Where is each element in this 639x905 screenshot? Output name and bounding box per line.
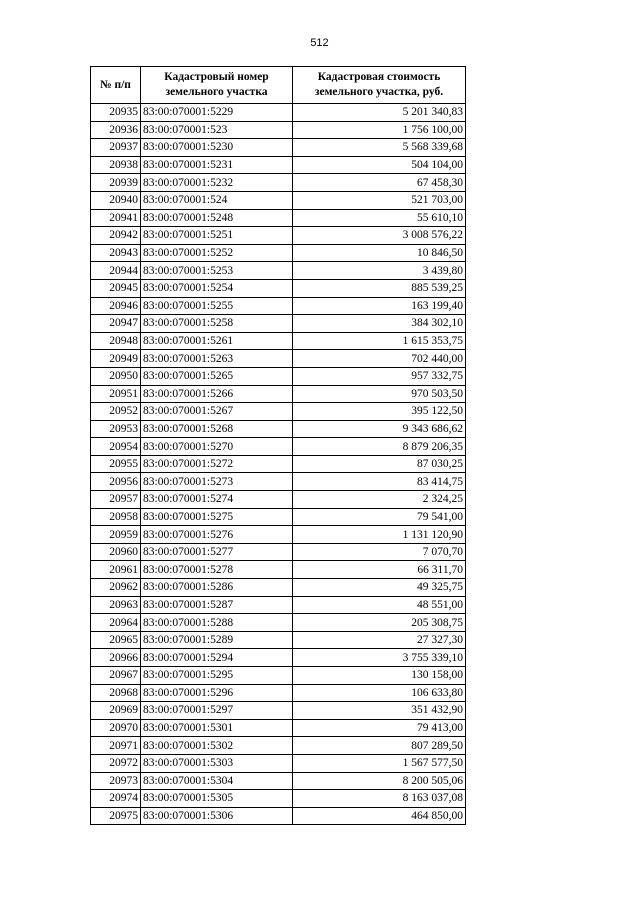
- row-number-cell: 20954: [91, 438, 141, 456]
- cadastral-value-cell: 1 615 353,75: [293, 332, 466, 350]
- cadastral-number-cell: 83:00:070001:5266: [141, 385, 293, 403]
- cadastral-number-cell: 83:00:070001:5303: [141, 754, 293, 772]
- cadastral-number-cell: 83:00:070001:5278: [141, 561, 293, 579]
- cadastral-number-cell: 83:00:070001:5306: [141, 807, 293, 825]
- table-row: [91, 279, 466, 297]
- row-number-cell: 20942: [91, 227, 141, 245]
- cadastral-value-cell: 351 432,90: [293, 702, 466, 720]
- cadastral-number-cell: 83:00:070001:5287: [141, 596, 293, 614]
- cadastral-value-cell: 807 289,50: [293, 737, 466, 755]
- row-number-cell: 20972: [91, 754, 141, 772]
- cadastral-number-cell: 83:00:070001:5294: [141, 649, 293, 667]
- table-row: [91, 350, 466, 368]
- row-number-cell: 20974: [91, 790, 141, 808]
- cadastral-value-cell: 3 008 576,22: [293, 227, 466, 245]
- table-row: [91, 262, 466, 280]
- table-header-row: [91, 67, 466, 104]
- row-number-cell: 20940: [91, 191, 141, 209]
- row-number-cell: 20955: [91, 455, 141, 473]
- table-row: [91, 420, 466, 438]
- cadastral-value-cell: 504 104,00: [293, 156, 466, 174]
- cadastral-value-cell: 9 343 686,62: [293, 420, 466, 438]
- row-number-cell: 20967: [91, 667, 141, 685]
- cadastral-value-cell: 8 200 505,06: [293, 772, 466, 790]
- table-row: [91, 667, 466, 685]
- cadastral-value-cell: 87 030,25: [293, 455, 466, 473]
- table-body: [91, 104, 466, 825]
- cadastral-number-cell: 83:00:070001:5301: [141, 719, 293, 737]
- table-row: [91, 596, 466, 614]
- row-number-cell: 20936: [91, 121, 141, 139]
- row-number-cell: 20970: [91, 719, 141, 737]
- cadastral-value-cell: 83 414,75: [293, 473, 466, 491]
- cadastral-value-cell: 1 756 100,00: [293, 121, 466, 139]
- table-row: [91, 579, 466, 597]
- table-row: [91, 174, 466, 192]
- row-number-cell: 20957: [91, 491, 141, 509]
- row-number-cell: 20961: [91, 561, 141, 579]
- row-number-cell: 20941: [91, 209, 141, 227]
- cadastral-value-cell: 66 311,70: [293, 561, 466, 579]
- cadastral-value-cell: 49 325,75: [293, 579, 466, 597]
- cadastral-value-cell: 163 199,40: [293, 297, 466, 315]
- row-number-cell: 20946: [91, 297, 141, 315]
- row-number-cell: 20963: [91, 596, 141, 614]
- row-number-cell: 20964: [91, 614, 141, 632]
- cadastral-number-cell: 83:00:070001:5289: [141, 631, 293, 649]
- row-number-cell: 20956: [91, 473, 141, 491]
- cadastral-number-cell: 83:00:070001:5253: [141, 262, 293, 280]
- cadastral-number-cell: 83:00:070001:5229: [141, 104, 293, 122]
- header-cadastral-number: Кадастровый номер земельного участка: [141, 67, 293, 104]
- cadastral-number-cell: 83:00:070001:5276: [141, 526, 293, 544]
- cadastral-number-cell: 83:00:070001:5277: [141, 543, 293, 561]
- row-number-cell: 20943: [91, 244, 141, 262]
- cadastral-number-cell: 83:00:070001:5286: [141, 579, 293, 597]
- table-row: [91, 526, 466, 544]
- cadastral-number-cell: 83:00:070001:5248: [141, 209, 293, 227]
- cadastral-value-cell: 1 567 577,50: [293, 754, 466, 772]
- table-row: [91, 561, 466, 579]
- table-row: [91, 491, 466, 509]
- table-row: [91, 191, 466, 209]
- row-number-cell: 20971: [91, 737, 141, 755]
- cadastral-value-cell: 957 332,75: [293, 367, 466, 385]
- cadastral-number-cell: 83:00:070001:5273: [141, 473, 293, 491]
- cadastral-number-cell: 83:00:070001:5258: [141, 315, 293, 333]
- cadastral-number-cell: 83:00:070001:5295: [141, 667, 293, 685]
- table-row: [91, 139, 466, 157]
- cadastral-number-cell: 83:00:070001:5288: [141, 614, 293, 632]
- row-number-cell: 20962: [91, 579, 141, 597]
- cadastral-number-cell: 83:00:070001:5267: [141, 403, 293, 421]
- cadastral-value-cell: 384 302,10: [293, 315, 466, 333]
- cadastral-number-cell: 83:00:070001:5297: [141, 702, 293, 720]
- cadastral-number-cell: 83:00:070001:5296: [141, 684, 293, 702]
- header-cadastral-value: Кадастровая стоимость земельного участка, руб.: [293, 67, 466, 104]
- cadastral-value-cell: 130 158,00: [293, 667, 466, 685]
- cadastral-value-cell: 79 413,00: [293, 719, 466, 737]
- row-number-cell: 20951: [91, 385, 141, 403]
- header-num: № п/п: [91, 67, 141, 104]
- cadastral-number-cell: 83:00:070001:5230: [141, 139, 293, 157]
- cadastral-number-cell: 83:00:070001:5265: [141, 367, 293, 385]
- cadastral-number-cell: 83:00:070001:5302: [141, 737, 293, 755]
- row-number-cell: 20952: [91, 403, 141, 421]
- cadastral-value-cell: 79 541,00: [293, 508, 466, 526]
- cadastral-value-cell: 885 539,25: [293, 279, 466, 297]
- table-row: [91, 156, 466, 174]
- table-row: [91, 121, 466, 139]
- table-row: [91, 332, 466, 350]
- table-row: [91, 455, 466, 473]
- table-row: [91, 543, 466, 561]
- row-number-cell: 20938: [91, 156, 141, 174]
- cadastral-value-cell: 205 308,75: [293, 614, 466, 632]
- cadastral-value-cell: 464 850,00: [293, 807, 466, 825]
- cadastral-value-cell: 5 568 339,68: [293, 139, 466, 157]
- cadastral-value-cell: 5 201 340,83: [293, 104, 466, 122]
- table-row: [91, 737, 466, 755]
- cadastral-number-cell: 83:00:070001:5272: [141, 455, 293, 473]
- cadastral-value-cell: 395 122,50: [293, 403, 466, 421]
- cadastral-value-cell: 3 439,80: [293, 262, 466, 280]
- table-row: [91, 772, 466, 790]
- table-row: [91, 508, 466, 526]
- row-number-cell: 20939: [91, 174, 141, 192]
- cadastral-value-cell: 67 458,30: [293, 174, 466, 192]
- table-row: [91, 227, 466, 245]
- row-number-cell: 20958: [91, 508, 141, 526]
- row-number-cell: 20950: [91, 367, 141, 385]
- cadastral-number-cell: 83:00:070001:5254: [141, 279, 293, 297]
- cadastral-number-cell: 83:00:070001:5231: [141, 156, 293, 174]
- table-row: [91, 403, 466, 421]
- table-row: [91, 754, 466, 772]
- cadastral-value-cell: 3 755 339,10: [293, 649, 466, 667]
- row-number-cell: 20935: [91, 104, 141, 122]
- cadastral-number-cell: 83:00:070001:5251: [141, 227, 293, 245]
- table-row: [91, 473, 466, 491]
- table-row: [91, 209, 466, 227]
- cadastral-value-cell: 106 633,80: [293, 684, 466, 702]
- cadastral-value-cell: 8 163 037,08: [293, 790, 466, 808]
- cadastral-number-cell: 83:00:070001:5268: [141, 420, 293, 438]
- cadastral-value-cell: 1 131 120,90: [293, 526, 466, 544]
- cadastral-value-table: [90, 66, 466, 825]
- table-row: [91, 297, 466, 315]
- row-number-cell: 20948: [91, 332, 141, 350]
- cadastral-number-cell: 83:00:070001:5304: [141, 772, 293, 790]
- cadastral-number-cell: 83:00:070001:5252: [141, 244, 293, 262]
- cadastral-value-cell: 521 703,00: [293, 191, 466, 209]
- cadastral-value-cell: 2 324,25: [293, 491, 466, 509]
- cadastral-value-cell: 27 327,30: [293, 631, 466, 649]
- row-number-cell: 20969: [91, 702, 141, 720]
- row-number-cell: 20959: [91, 526, 141, 544]
- row-number-cell: 20947: [91, 315, 141, 333]
- table-row: [91, 649, 466, 667]
- cadastral-number-cell: 83:00:070001:5305: [141, 790, 293, 808]
- table-row: [91, 315, 466, 333]
- row-number-cell: 20949: [91, 350, 141, 368]
- table-row: [91, 367, 466, 385]
- cadastral-number-cell: 83:00:070001:5263: [141, 350, 293, 368]
- row-number-cell: 20944: [91, 262, 141, 280]
- page-number: 512: [310, 37, 329, 49]
- cadastral-number-cell: 83:00:070001:5232: [141, 174, 293, 192]
- cadastral-value-cell: 48 551,00: [293, 596, 466, 614]
- row-number-cell: 20953: [91, 420, 141, 438]
- cadastral-value-cell: 7 070,70: [293, 543, 466, 561]
- row-number-cell: 20966: [91, 649, 141, 667]
- cadastral-number-cell: 83:00:070001:5255: [141, 297, 293, 315]
- cadastral-value-cell: 970 503,50: [293, 385, 466, 403]
- cadastral-number-cell: 83:00:070001:523: [141, 121, 293, 139]
- table-row: [91, 719, 466, 737]
- cadastral-number-cell: 83:00:070001:5270: [141, 438, 293, 456]
- table-row: [91, 684, 466, 702]
- table-row: [91, 807, 466, 825]
- table-row: [91, 631, 466, 649]
- cadastral-number-cell: 83:00:070001:524: [141, 191, 293, 209]
- table-row: [91, 104, 466, 122]
- table-row: [91, 438, 466, 456]
- table-row: [91, 385, 466, 403]
- table-row: [91, 614, 466, 632]
- cadastral-value-cell: 10 846,50: [293, 244, 466, 262]
- row-number-cell: 20937: [91, 139, 141, 157]
- cadastral-number-cell: 83:00:070001:5274: [141, 491, 293, 509]
- row-number-cell: 20945: [91, 279, 141, 297]
- table-row: [91, 244, 466, 262]
- cadastral-number-cell: 83:00:070001:5275: [141, 508, 293, 526]
- row-number-cell: 20975: [91, 807, 141, 825]
- row-number-cell: 20965: [91, 631, 141, 649]
- table-row: [91, 702, 466, 720]
- row-number-cell: 20968: [91, 684, 141, 702]
- cadastral-value-cell: 702 440,00: [293, 350, 466, 368]
- row-number-cell: 20973: [91, 772, 141, 790]
- table-row: [91, 790, 466, 808]
- cadastral-value-cell: 8 879 206,35: [293, 438, 466, 456]
- row-number-cell: 20960: [91, 543, 141, 561]
- cadastral-number-cell: 83:00:070001:5261: [141, 332, 293, 350]
- cadastral-value-cell: 55 610,10: [293, 209, 466, 227]
